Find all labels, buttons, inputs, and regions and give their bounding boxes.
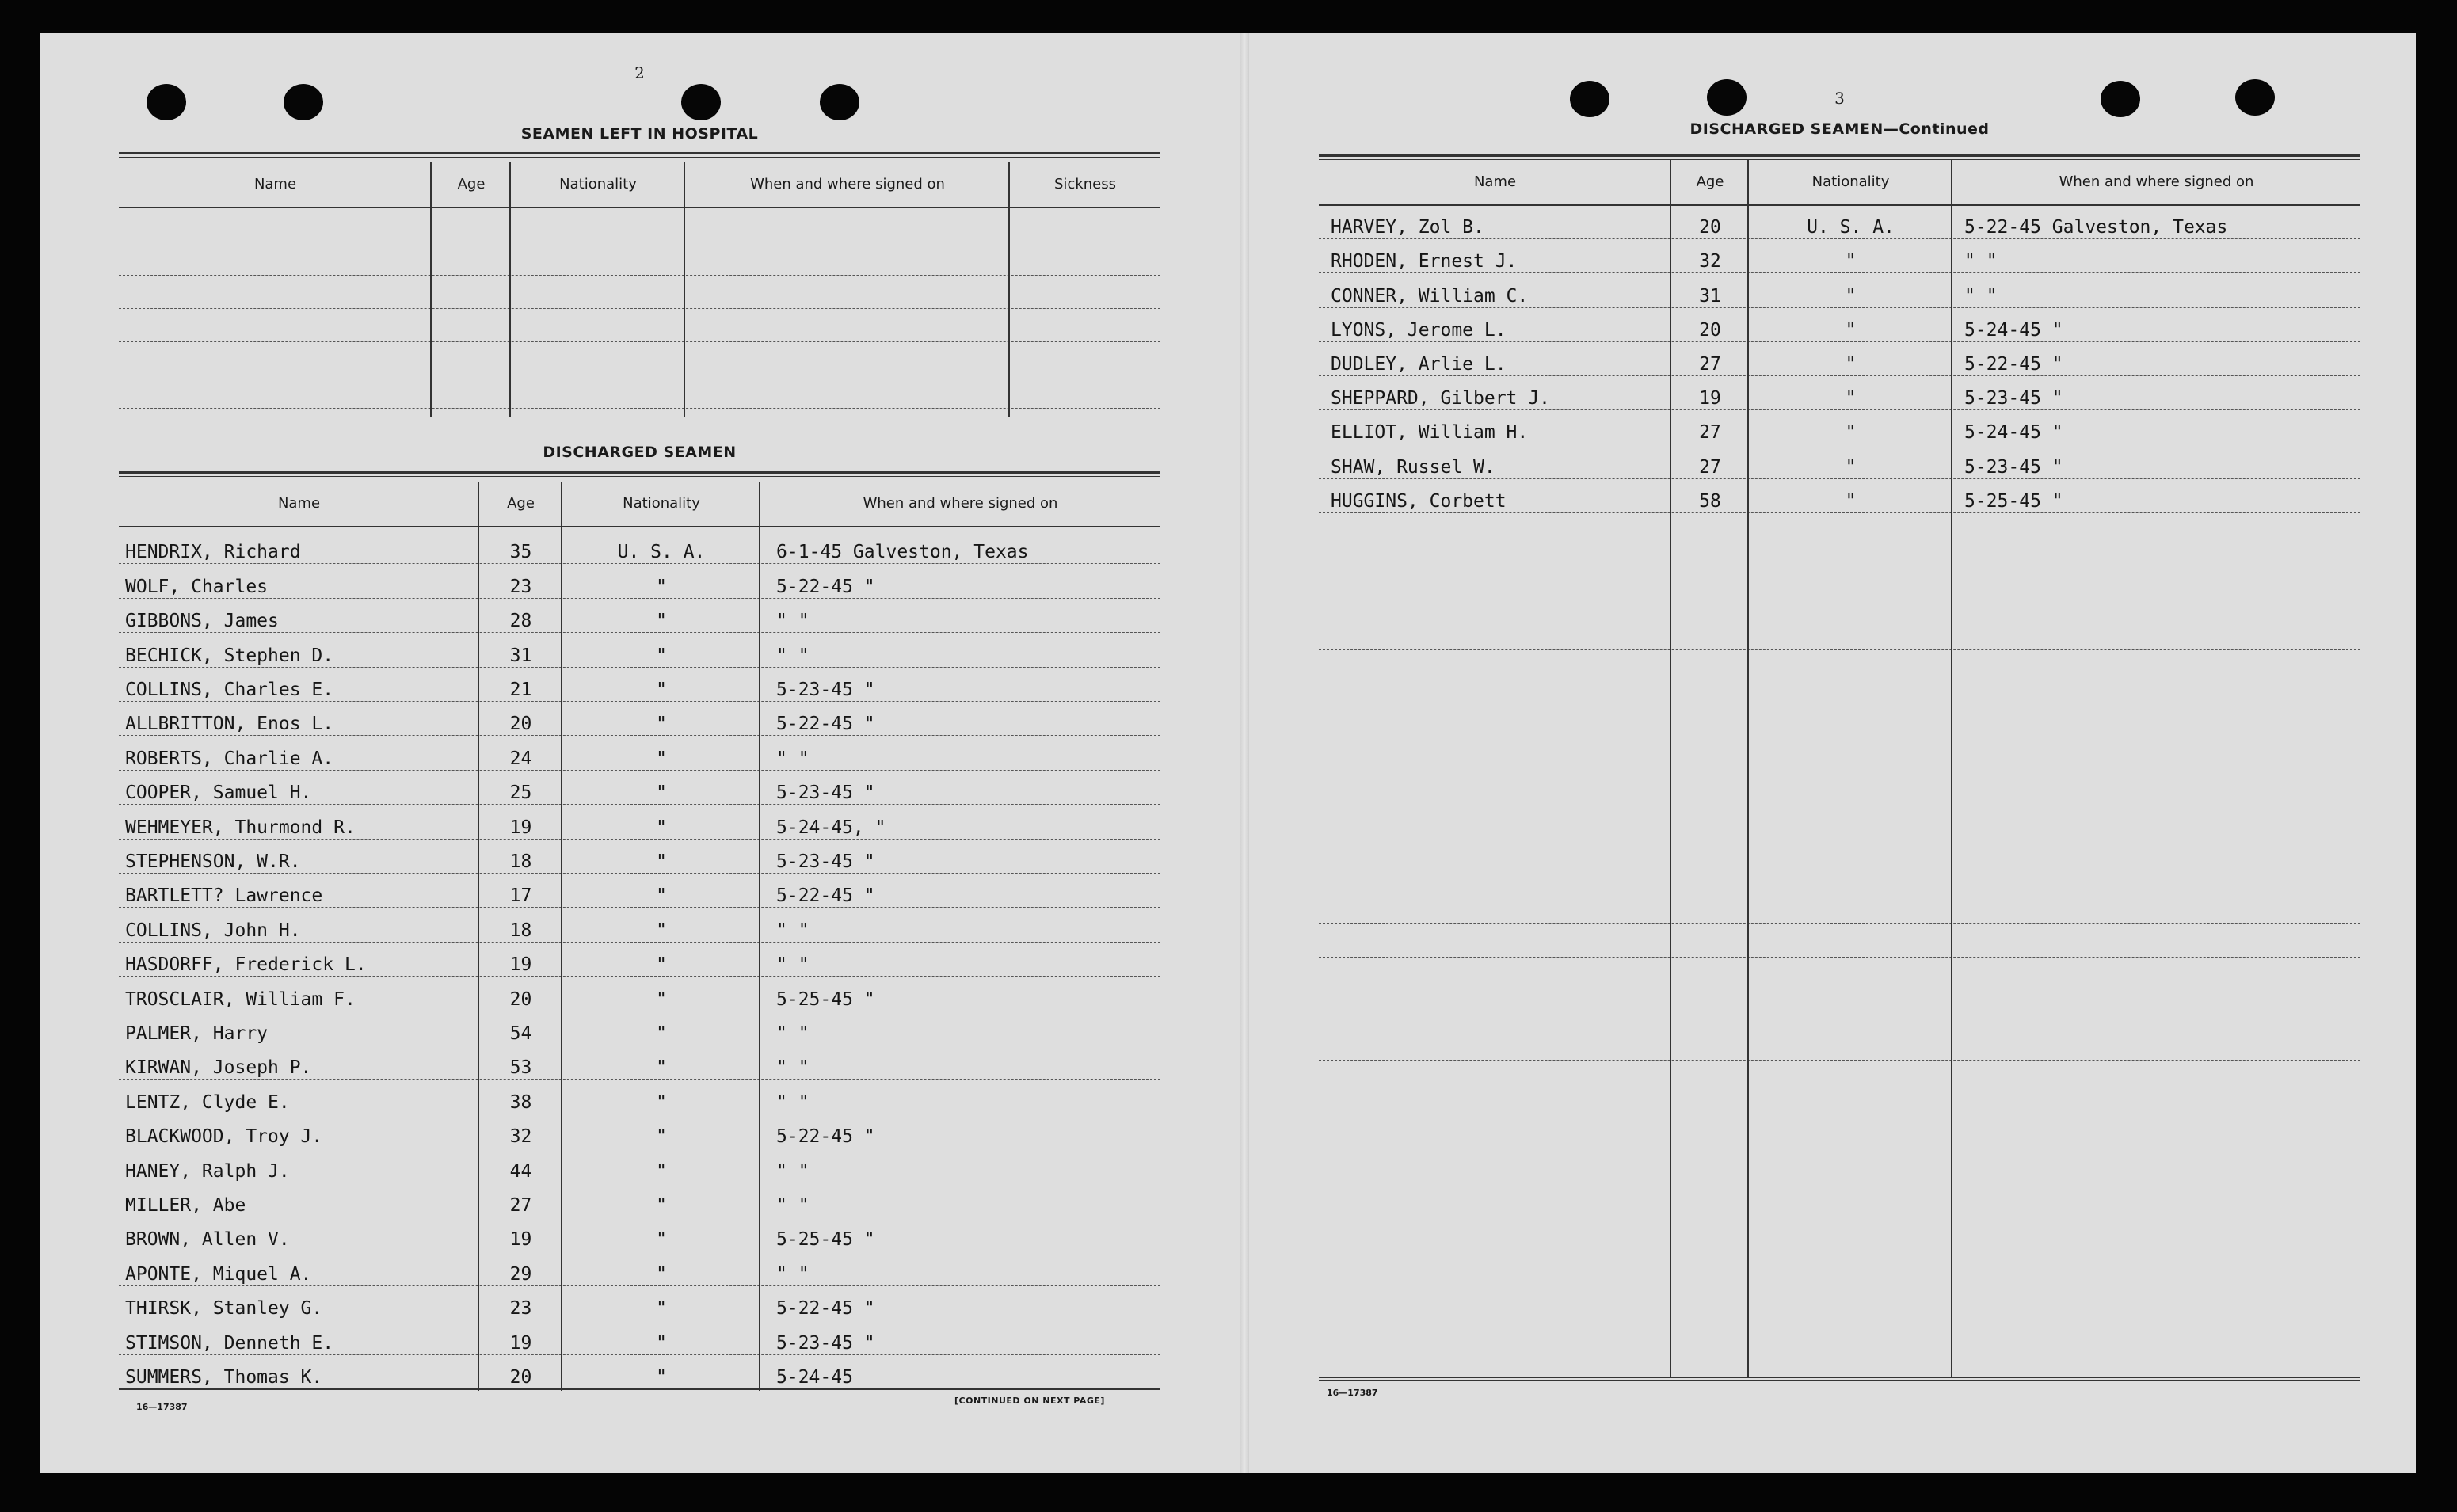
name-cell: LENTZ, Clyde E. (125, 1091, 290, 1113)
name-cell: GIBBONS, James (125, 611, 279, 632)
age-cell: 20 (1699, 217, 1721, 238)
age-cell: 35 (509, 542, 532, 563)
signed-on-cell: 5-22-45 " (776, 576, 875, 597)
left-bottom-rule (119, 1388, 1160, 1392)
page-number: 3 (1834, 89, 1845, 108)
age-cell: 44 (509, 1160, 532, 1182)
age-cell: 27 (1699, 422, 1721, 444)
table-row (1319, 581, 2360, 615)
signed-on-cell: 5-22-45 " (776, 714, 875, 735)
table-row (119, 1045, 1160, 1080)
name-cell: SUMMERS, Thomas K. (125, 1366, 323, 1388)
name-cell: APONTE, Miquel A. (125, 1263, 312, 1285)
column-divider (684, 162, 685, 417)
nationality-cell: " (656, 851, 667, 872)
table-row (1319, 547, 2360, 581)
name-cell: PALMER, Harry (125, 1023, 269, 1044)
signed-on-cell: 5-22-45 " (776, 885, 875, 907)
age-cell: 27 (509, 1194, 532, 1216)
signed-on-cell: " " (776, 1263, 809, 1285)
age-cell: 19 (1699, 388, 1721, 409)
table-row (1319, 752, 2360, 786)
nationality-cell: " (656, 1057, 667, 1079)
table-row (119, 341, 1160, 375)
age-cell: 31 (509, 645, 532, 666)
table-row (1319, 889, 2360, 924)
table-row (1319, 341, 2360, 376)
nationality-cell: " (656, 920, 667, 941)
signed-on-cell: " " (776, 748, 809, 769)
nationality-cell: U. S. A. (617, 542, 706, 563)
column-divider (1008, 162, 1010, 417)
column-divider (509, 162, 511, 417)
table-row (119, 632, 1160, 667)
nationality-cell: " (1845, 353, 1857, 375)
name-cell: WEHMEYER, Thurmond R. (125, 817, 356, 838)
left-page (119, 0, 1160, 1473)
table-row (119, 308, 1160, 342)
column-divider (430, 162, 432, 417)
column-header: Name (1473, 173, 1517, 190)
nationality-cell: " (656, 1229, 667, 1251)
name-cell: BARTLETT? Lawrence (125, 885, 323, 907)
nationality-cell: " (656, 645, 667, 666)
name-cell: DUDLEY, Arlie L. (1331, 353, 1507, 375)
table-row (1319, 786, 2360, 821)
right-page (1319, 0, 2360, 1473)
nationality-cell: " (1845, 456, 1857, 478)
table-row (119, 839, 1160, 874)
discharged-top-rule (119, 471, 1160, 477)
right-section-title: DISCHARGED SEAMEN—Continued (1689, 120, 1990, 138)
column-header: Sickness (1054, 176, 1116, 192)
table-row (119, 242, 1160, 276)
column-divider (561, 482, 562, 1391)
hospital-table-header (119, 162, 1160, 208)
age-cell: 21 (509, 679, 532, 700)
age-cell: 19 (509, 1229, 532, 1251)
table-row (1319, 444, 2360, 478)
table-row (1319, 238, 2360, 273)
table-row (119, 770, 1160, 805)
name-cell: BROWN, Allen V. (125, 1229, 290, 1251)
form-number: 16—17387 (1327, 1388, 1378, 1398)
table-row (1319, 923, 2360, 958)
signed-on-cell: " " (776, 1194, 809, 1216)
signed-on-cell: 5-22-45 " (1964, 353, 2063, 375)
table-row (1319, 855, 2360, 889)
table-row (119, 976, 1160, 1011)
column-divider (1951, 160, 1952, 1378)
age-cell: 20 (509, 988, 532, 1010)
signed-on-cell: " " (776, 1023, 809, 1044)
table-row (1319, 821, 2360, 855)
nationality-cell: " (656, 748, 667, 769)
age-cell: 23 (509, 1298, 532, 1320)
signed-on-cell: " " (776, 920, 809, 941)
age-cell: 19 (509, 954, 532, 976)
column-header: Age (1696, 173, 1724, 190)
table-row (119, 563, 1160, 598)
name-cell: THIRSK, Stanley G. (125, 1298, 323, 1320)
signed-on-cell: 6-1-45 Galveston, Texas (776, 542, 1029, 563)
nationality-cell: " (656, 885, 667, 907)
signed-on-cell: 5-23-45 " (776, 851, 875, 872)
age-cell: 23 (509, 576, 532, 597)
signed-on-cell: 5-25-45 " (1964, 490, 2063, 512)
name-cell: BECHICK, Stephen D. (125, 645, 334, 666)
table-row (1319, 307, 2360, 342)
signed-on-cell: " " (776, 1160, 809, 1182)
right-top-rule (1319, 154, 2360, 160)
nationality-cell: " (656, 1298, 667, 1320)
age-cell: 54 (509, 1023, 532, 1044)
table-row (1319, 478, 2360, 513)
nationality-cell: " (1845, 319, 1857, 341)
name-cell: COLLINS, Charles E. (125, 679, 334, 700)
table-row (119, 1251, 1160, 1285)
signed-on-cell: " " (776, 1091, 809, 1113)
age-cell: 38 (509, 1091, 532, 1113)
table-row (119, 1320, 1160, 1354)
nationality-cell: " (656, 783, 667, 804)
name-cell: KIRWAN, Joseph P. (125, 1057, 312, 1079)
table-row (1319, 512, 2360, 547)
nationality-cell: " (656, 1194, 667, 1216)
table-row (119, 208, 1160, 242)
signed-on-cell: 5-24-45, " (776, 817, 886, 838)
name-cell: ALLBRITTON, Enos L. (125, 714, 334, 735)
nationality-cell: " (656, 954, 667, 976)
table-row (119, 735, 1160, 770)
column-header: Name (253, 176, 297, 192)
table-row (119, 1285, 1160, 1320)
age-cell: 53 (509, 1057, 532, 1079)
age-cell: 24 (509, 748, 532, 769)
age-cell: 19 (509, 817, 532, 838)
age-cell: 18 (509, 920, 532, 941)
table-row (119, 529, 1160, 564)
age-cell: 58 (1699, 490, 1721, 512)
nationality-cell: " (656, 1126, 667, 1148)
name-cell: ELLIOT, William H. (1331, 422, 1529, 444)
table-row (119, 942, 1160, 977)
signed-on-cell: " " (776, 645, 809, 666)
name-cell: SHEPPARD, Gilbert J. (1331, 388, 1550, 409)
nationality-cell: " (656, 988, 667, 1010)
table-row (119, 598, 1160, 633)
right-bottom-rule (1319, 1377, 2360, 1381)
age-cell: 32 (1699, 251, 1721, 272)
nationality-cell: " (1845, 422, 1857, 444)
table-row (119, 1079, 1160, 1114)
nationality-cell: " (656, 611, 667, 632)
signed-on-cell: " " (1964, 251, 1998, 272)
nationality-cell: " (656, 1160, 667, 1182)
signed-on-cell: 5-24-45 " (1964, 422, 2063, 444)
name-cell: LYONS, Jerome L. (1331, 319, 1507, 341)
column-header: When and where signed on (750, 176, 945, 192)
age-cell: 25 (509, 783, 532, 804)
hospital-section-title: SEAMEN LEFT IN HOSPITAL (520, 125, 759, 143)
table-row (1319, 1026, 2360, 1061)
signed-on-cell: 5-23-45 " (1964, 456, 2063, 478)
table-row (119, 1183, 1160, 1217)
table-row (1319, 272, 2360, 307)
signed-on-cell: 5-24-45 " (1964, 319, 2063, 341)
signed-on-cell: 5-22-45 " (776, 1126, 875, 1148)
column-header: When and where signed on (2059, 173, 2254, 190)
column-divider (478, 482, 479, 1391)
table-row (119, 1354, 1160, 1389)
page-number: 2 (634, 63, 645, 82)
discharged-table-header (119, 482, 1160, 527)
table-row (1319, 615, 2360, 649)
signed-on-cell: 5-24-45 (776, 1366, 853, 1388)
name-cell: SHAW, Russel W. (1331, 456, 1495, 478)
name-cell: RHODEN, Ernest J. (1331, 251, 1518, 272)
table-row (119, 873, 1160, 908)
name-cell: HENDRIX, Richard (125, 542, 301, 563)
signed-on-cell: " " (776, 954, 809, 976)
table-row (1319, 375, 2360, 410)
name-cell: STIMSON, Denneth E. (125, 1332, 334, 1354)
table-row (119, 1217, 1160, 1251)
table-row (119, 375, 1160, 409)
name-cell: HARVEY, Zol B. (1331, 217, 1484, 238)
table-row (1319, 204, 2360, 239)
signed-on-cell: 5-23-45 " (1964, 388, 2063, 409)
name-cell: CONNER, William C. (1331, 285, 1529, 307)
column-header: Age (457, 176, 486, 192)
nationality-cell: " (1845, 388, 1857, 409)
age-cell: 20 (509, 714, 532, 735)
table-row (119, 1148, 1160, 1183)
nationality-cell: " (656, 817, 667, 838)
nationality-cell: " (656, 1366, 667, 1388)
signed-on-cell: 5-25-45 " (776, 1229, 875, 1251)
table-row (1319, 957, 2360, 992)
table-row (119, 907, 1160, 942)
age-cell: 27 (1699, 456, 1721, 478)
table-row (1319, 649, 2360, 684)
age-cell: 17 (509, 885, 532, 907)
column-header: When and where signed on (863, 495, 1058, 512)
signed-on-cell: 5-23-45 " (776, 679, 875, 700)
name-cell: COLLINS, John H. (125, 920, 301, 941)
nationality-cell: " (656, 1091, 667, 1113)
name-cell: COOPER, Samuel H. (125, 783, 312, 804)
table-row (119, 667, 1160, 702)
page-fold (1240, 33, 1249, 1473)
table-row (119, 275, 1160, 309)
table-row (119, 701, 1160, 736)
signed-on-cell: " " (1964, 285, 1998, 307)
table-row (1319, 684, 2360, 718)
nationality-cell: U. S. A. (1807, 217, 1895, 238)
signed-on-cell: 5-23-45 " (776, 783, 875, 804)
continued-note: [CONTINUED ON NEXT PAGE] (954, 1396, 1105, 1406)
nationality-cell: " (656, 714, 667, 735)
signed-on-cell: 5-25-45 " (776, 988, 875, 1010)
name-cell: HUGGINS, Corbett (1331, 490, 1507, 512)
age-cell: 20 (1699, 319, 1721, 341)
column-header: Age (507, 495, 535, 512)
nationality-cell: " (656, 679, 667, 700)
age-cell: 32 (509, 1126, 532, 1148)
age-cell: 29 (509, 1263, 532, 1285)
table-row (1319, 992, 2360, 1026)
name-cell: TROSCLAIR, William F. (125, 988, 356, 1010)
age-cell: 18 (509, 851, 532, 872)
nationality-cell: " (656, 1023, 667, 1044)
age-cell: 31 (1699, 285, 1721, 307)
column-header: Nationality (1811, 173, 1890, 190)
nationality-cell: " (1845, 251, 1857, 272)
table-row (119, 1011, 1160, 1045)
age-cell: 28 (509, 611, 532, 632)
name-cell: WOLF, Charles (125, 576, 269, 597)
name-cell: ROBERTS, Charlie A. (125, 748, 334, 769)
nationality-cell: " (656, 576, 667, 597)
age-cell: 27 (1699, 353, 1721, 375)
table-row (1319, 718, 2360, 752)
name-cell: MILLER, Abe (125, 1194, 246, 1216)
column-divider (1747, 160, 1749, 1378)
nationality-cell: " (1845, 490, 1857, 512)
signed-on-cell: 5-23-45 " (776, 1332, 875, 1354)
column-header: Name (277, 495, 321, 512)
signed-on-cell: 5-22-45 " (776, 1298, 875, 1320)
nationality-cell: " (656, 1263, 667, 1285)
column-header: Nationality (623, 495, 700, 512)
column-header: Nationality (559, 176, 637, 192)
signed-on-cell: " " (776, 1057, 809, 1079)
nationality-cell: " (1845, 285, 1857, 307)
age-cell: 19 (509, 1332, 532, 1354)
table-row (1319, 409, 2360, 444)
signed-on-cell: " " (776, 611, 809, 632)
table-row (119, 1114, 1160, 1148)
name-cell: STEPHENSON, W.R. (125, 851, 301, 872)
name-cell: HASDORFF, Frederick L. (125, 954, 367, 976)
column-divider (1670, 160, 1671, 1378)
discharged-section-title: DISCHARGED SEAMEN (543, 444, 737, 461)
nationality-cell: " (656, 1332, 667, 1354)
name-cell: HANEY, Ralph J. (125, 1160, 290, 1182)
column-divider (759, 482, 760, 1391)
form-number: 16—17387 (136, 1402, 188, 1412)
table-row (119, 804, 1160, 839)
name-cell: BLACKWOOD, Troy J. (125, 1126, 323, 1148)
hospital-top-rule (119, 152, 1160, 158)
signed-on-cell: 5-22-45 Galveston, Texas (1964, 217, 2228, 238)
age-cell: 20 (509, 1366, 532, 1388)
right-table-header (1319, 160, 2360, 206)
